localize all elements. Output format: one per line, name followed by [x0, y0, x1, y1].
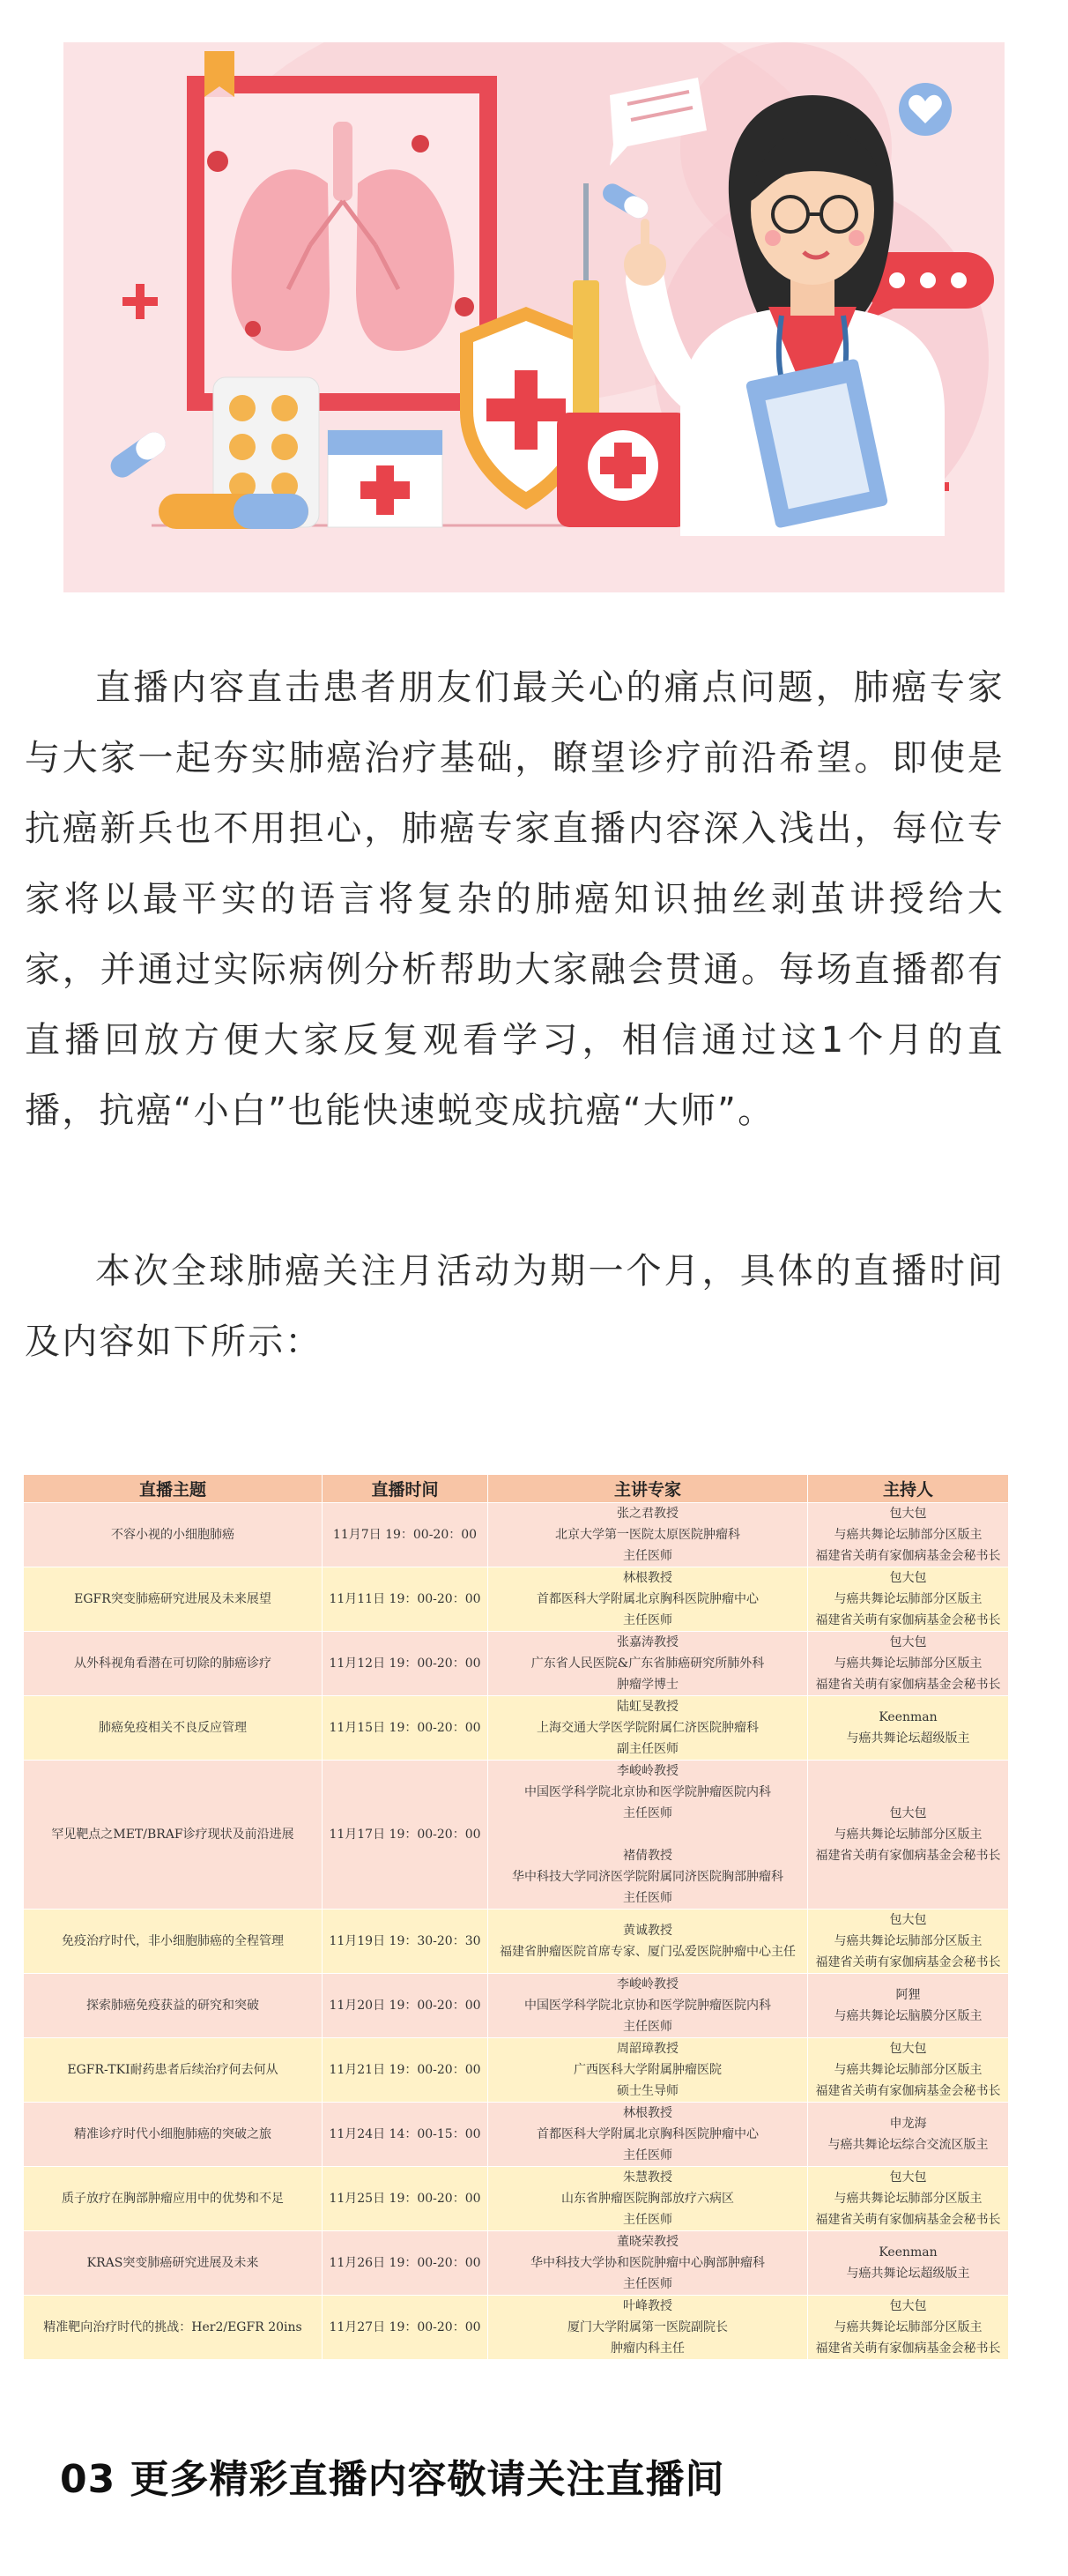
host-line: 与癌共舞论坛肺部分区版主 — [834, 1592, 983, 1606]
pill-icon — [107, 428, 170, 481]
cell-expert — [488, 2167, 808, 2231]
expert-line: 主任医师 — [623, 1891, 672, 1905]
expert-line: 陆虹旻教授 — [617, 1700, 679, 1714]
cell-host — [808, 1910, 1009, 1974]
cell-host — [808, 2296, 1009, 2360]
host-line: 包大包 — [889, 2042, 927, 2056]
expert-line: 中国医学科学院北京协和医学院肿瘤医院内科 — [524, 1785, 771, 1799]
expert-line: 肿瘤内科主任 — [611, 2341, 685, 2356]
cell-time: 11月17日 19：00-20：00 — [323, 1761, 488, 1910]
cell-topic: 免疫治疗时代，非小细胞肺癌的全程管理 — [24, 1910, 323, 1974]
cell-time: 11月15日 19：00-20：00 — [323, 1696, 488, 1761]
cell-topic: KRAS突变肺癌研究进展及未来 — [24, 2231, 323, 2296]
cell-expert — [488, 1503, 808, 1567]
cell-topic: 质子放疗在胸部肿瘤应用中的优势和不足 — [24, 2167, 323, 2231]
table-row — [24, 2038, 1009, 2103]
cell-time: 11月7日 19：00-20：00 — [323, 1503, 488, 1567]
expert-line: 首都医科大学附属北京胸科医院肿瘤中心 — [537, 2127, 759, 2141]
cell-host — [808, 2167, 1009, 2231]
expert-line: 广西医科大学附属肿瘤医院 — [574, 2063, 722, 2077]
host-line: 福建省关萌有家伽病基金会秘书长 — [815, 1678, 1001, 1692]
expert-line: 主任医师 — [623, 1613, 672, 1627]
expert-line: 上海交通大学医学院附属仁济医院肿瘤科 — [537, 1721, 759, 1735]
host-line: 包大包 — [889, 1635, 927, 1649]
expert-line: 中国医学科学院北京协和医学院肿瘤医院内科 — [524, 1999, 771, 2013]
header-time: 直播时间 — [323, 1475, 488, 1503]
expert-line: 林根教授 — [623, 1571, 672, 1585]
cell-host — [808, 1761, 1009, 1910]
heart-bubble-icon — [899, 83, 952, 136]
host-line: 与癌共舞论坛脑膜分区版主 — [834, 2009, 983, 2023]
cell-expert — [488, 1696, 808, 1761]
expert-line: 董晓荣教授 — [617, 2235, 679, 2249]
table-row — [24, 1910, 1009, 1974]
expert-line: 主任医师 — [623, 1806, 672, 1820]
intro-paragraph-2: 本次全球肺癌关注月活动为期一个月，具体的直播时间及内容如下所示： — [25, 1251, 1005, 1362]
table-row — [24, 1632, 1009, 1696]
expert-line: 主任医师 — [623, 2148, 672, 2163]
host-line: 福建省关萌有家伽病基金会秘书长 — [815, 1849, 1001, 1863]
host-line: Keenman — [879, 1710, 938, 1724]
table-header-row — [24, 1475, 1009, 1503]
host-line: 包大包 — [889, 1571, 927, 1585]
host-line: 包大包 — [889, 2170, 927, 2185]
table-row — [24, 1567, 1009, 1632]
cell-host — [808, 1567, 1009, 1632]
host-line: 与癌共舞论坛超级版主 — [846, 2267, 970, 2281]
host-line: 福建省关萌有家伽病基金会秘书长 — [815, 2084, 1001, 2098]
expert-line: 李峻岭教授 — [617, 1764, 679, 1778]
cell-host — [808, 1974, 1009, 2038]
cell-time: 11月19日 19：30-20：30 — [323, 1910, 488, 1974]
host-line: 包大包 — [889, 1913, 927, 1927]
cell-topic: 从外科视角看潜在可切除的肺癌诊疗 — [24, 1632, 323, 1696]
expert-line: 副主任医师 — [617, 1742, 679, 1756]
table-row — [24, 2231, 1009, 2296]
cell-time: 11月25日 19：00-20：00 — [323, 2167, 488, 2231]
host-line: 与癌共舞论坛肺部分区版主 — [834, 1657, 983, 1671]
expert-line: 主任医师 — [623, 2020, 672, 2034]
cell-topic: 肺癌免疫相关不良反应管理 — [24, 1696, 323, 1761]
expert-line: 山东省肿瘤医院胸部放疗六病区 — [561, 2192, 734, 2206]
host-line: 福建省关萌有家伽病基金会秘书长 — [815, 2213, 1001, 2227]
host-line: 与癌共舞论坛综合交流区版主 — [827, 2138, 989, 2152]
cell-time: 11月26日 19：00-20：00 — [323, 2231, 488, 2296]
expert-line: 肿瘤学博士 — [617, 1678, 679, 1692]
expert-line: 首都医科大学附属北京胸科医院肿瘤中心 — [537, 1592, 759, 1606]
section-heading: 03 更多精彩直播内容敬请关注直播间 — [60, 2457, 725, 2502]
host-line: 与癌共舞论坛超级版主 — [846, 1731, 970, 1746]
table-row — [24, 1974, 1009, 2038]
header-expert: 主讲专家 — [488, 1475, 808, 1503]
expert-line: 主任医师 — [623, 2213, 672, 2227]
table-row — [24, 2296, 1009, 2360]
host-line: 与癌共舞论坛肺部分区版主 — [834, 2320, 983, 2334]
cell-host — [808, 1696, 1009, 1761]
host-line: 包大包 — [889, 1806, 927, 1820]
expert-line: 主任医师 — [623, 1549, 672, 1563]
cell-host — [808, 2231, 1009, 2296]
table-row — [24, 2103, 1009, 2167]
cell-topic: EGFR突变肺癌研究进展及未来展望 — [24, 1567, 323, 1632]
intro-paragraph-1: 直播内容直击患者朋友们最关心的痛点问题，肺癌专家与大家一起夯实肺癌治疗基础，瞭望诊疗前沿希望。即使是抗癌新兵也不用担心，肺癌专家直播内容深入浅出，每位专家将以最平实的语言将复杂的肺癌知识抽丝剥茧讲授给大家，并通过实际病例分析帮助大家融会贯通。每场直播都有直播回放方便大家反复观看学习，相信通过这1个月的直播，抗癌“小白”也能快速蜕变成抗癌“大师”。 — [25, 667, 1005, 1131]
cell-expert — [488, 2038, 808, 2103]
cell-time: 11月27日 19：00-20：00 — [323, 2296, 488, 2360]
header-host: 主持人 — [808, 1475, 1009, 1503]
expert-line: 林根教授 — [623, 2106, 672, 2120]
table-body — [24, 1503, 1009, 2360]
table-row — [24, 1761, 1009, 1910]
host-line: 与癌共舞论坛肺部分区版主 — [834, 1828, 983, 1842]
host-line: 与癌共舞论坛肺部分区版主 — [834, 1934, 983, 1948]
cell-topic: 探索肺癌免疫获益的研究和突破 — [24, 1974, 323, 2038]
host-line: 包大包 — [889, 2299, 927, 2313]
host-line: 包大包 — [889, 1507, 927, 1521]
host-line: 福建省关萌有家伽病基金会秘书长 — [815, 2341, 1001, 2356]
cell-topic: 罕见靶点之MET/BRAF诊疗现状及前沿进展 — [24, 1761, 323, 1910]
expert-line: 叶峰教授 — [623, 2299, 672, 2313]
cell-topic: 精准诊疗时代小细胞肺癌的突破之旅 — [24, 2103, 323, 2167]
host-line: 福建省关萌有家伽病基金会秘书长 — [815, 1549, 1001, 1563]
expert-line: 广东省人民医院&广东省肺癌研究所肺外科 — [530, 1657, 765, 1671]
cell-expert — [488, 1632, 808, 1696]
cell-topic: 不容小视的小细胞肺癌 — [24, 1503, 323, 1567]
cell-expert — [488, 1761, 808, 1910]
cell-host — [808, 1632, 1009, 1696]
header-topic: 直播主题 — [24, 1475, 323, 1503]
host-line: 与癌共舞论坛肺部分区版主 — [834, 2063, 983, 2077]
expert-line: 周韶璋教授 — [617, 2042, 679, 2056]
expert-line: 福建省肿瘤医院首席专家、厦门弘爱医院肿瘤中心主任 — [500, 1945, 796, 1959]
host-line: 与癌共舞论坛肺部分区版主 — [834, 1528, 983, 1542]
host-line: 与癌共舞论坛肺部分区版主 — [834, 2192, 983, 2206]
host-line: Keenman — [879, 2245, 938, 2260]
host-line: 福建省关萌有家伽病基金会秘书长 — [815, 1613, 1001, 1627]
expert-line: 黄诚教授 — [623, 1924, 672, 1938]
expert-line: 厦门大学附属第一医院副院长 — [567, 2320, 728, 2334]
table-row — [24, 1696, 1009, 1761]
cell-time: 11月12日 19：00-20：00 — [323, 1632, 488, 1696]
expert-line: 褚倩教授 — [623, 1849, 672, 1863]
host-line: 阿狸 — [895, 1988, 921, 2002]
table-row — [24, 1503, 1009, 1567]
cell-expert — [488, 1567, 808, 1632]
medicine-box-icon — [328, 430, 442, 527]
cell-topic: EGFR-TKI耐药患者后续治疗何去何从 — [24, 2038, 323, 2103]
expert-line: 张之君教授 — [617, 1507, 679, 1521]
lungs-illustration — [187, 76, 497, 411]
cell-time: 11月24日 14：00-15：00 — [323, 2103, 488, 2167]
medical-banner-illustration — [63, 42, 1005, 592]
expert-line: 华中科技大学协和医院肿瘤中心胸部肿瘤科 — [530, 2256, 765, 2270]
expert-line: 华中科技大学同济医学院附属同济医院胸部肿瘤科 — [512, 1870, 783, 1884]
expert-line: 北京大学第一医院太原医院肿瘤科 — [555, 1528, 740, 1542]
expert-line: 张嘉涛教授 — [617, 1635, 679, 1649]
cell-time: 11月20日 19：00-20：00 — [323, 1974, 488, 2038]
expert-line: 朱慧教授 — [623, 2170, 672, 2185]
cell-expert — [488, 1974, 808, 2038]
expert-line: 硕士生导师 — [617, 2084, 679, 2098]
expert-line: 主任医师 — [623, 2277, 672, 2291]
cell-expert — [488, 2296, 808, 2360]
live-schedule-table — [23, 1474, 1009, 2360]
cell-expert — [488, 2231, 808, 2296]
cell-time: 11月11日 19：00-20：00 — [323, 1567, 488, 1632]
cell-time: 11月21日 19：00-20：00 — [323, 2038, 488, 2103]
cell-host — [808, 2103, 1009, 2167]
cell-expert — [488, 2103, 808, 2167]
host-line: 福建省关萌有家伽病基金会秘书长 — [815, 1955, 1001, 1969]
cell-host — [808, 2038, 1009, 2103]
table-row — [24, 2167, 1009, 2231]
expert-line: 李峻岭教授 — [617, 1977, 679, 1992]
cell-host — [808, 1503, 1009, 1567]
cell-topic: 精准靶向治疗时代的挑战：Her2/EGFR 20ins — [24, 2296, 323, 2360]
expert-line — [492, 1824, 804, 1845]
cell-expert — [488, 1910, 808, 1974]
host-line: 申龙海 — [889, 2117, 927, 2131]
medical-bag-icon — [557, 413, 689, 527]
